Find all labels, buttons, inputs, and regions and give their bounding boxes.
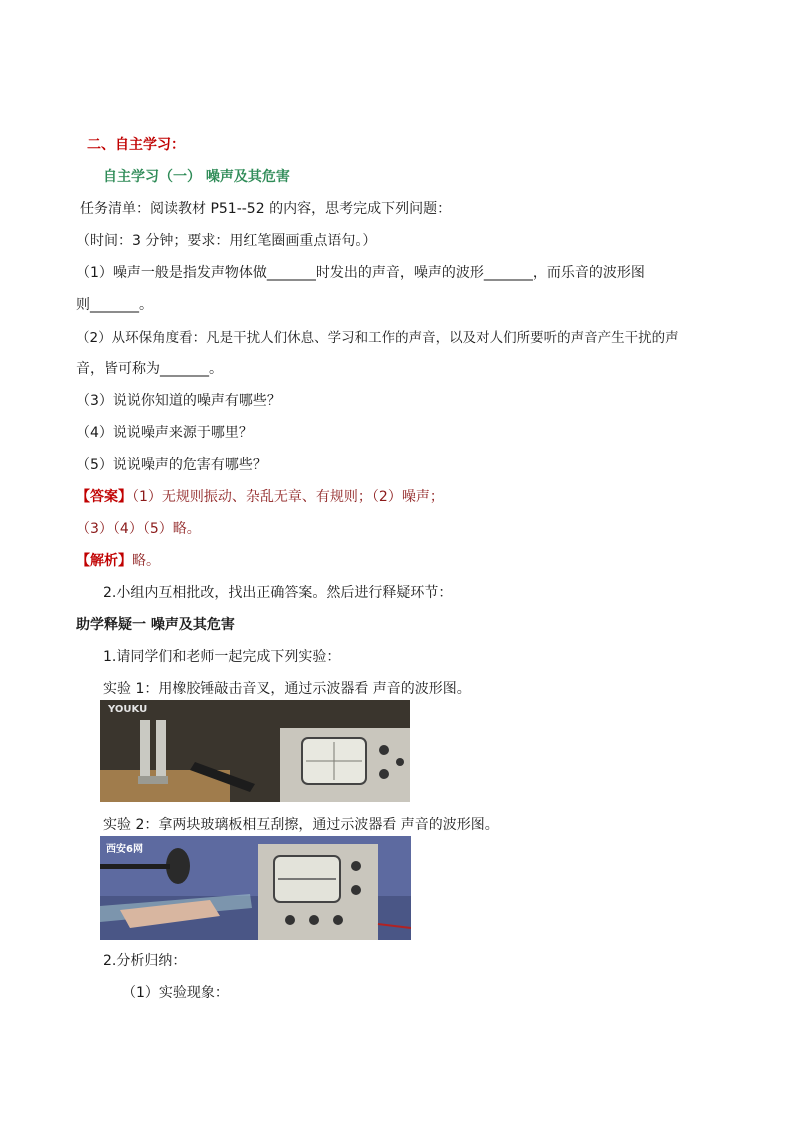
question-2-line-1: （2）从环保角度看：凡是干扰人们休息、学习和工作的声音，以及对人们所要听的声音产生干扰的声 (76, 330, 679, 346)
section-title: 二、自主学习： (87, 137, 185, 153)
experiment-2-text: 实验 2：拿两块玻璃板相互刮擦，通过示波器看 声音的波形图。 (103, 817, 499, 833)
answer-label: 【答案】 (76, 489, 132, 505)
experiment-1-photo (100, 700, 410, 802)
experiment-2-photo (100, 836, 411, 940)
analysis-line (76, 550, 160, 570)
analysis-text: 略。 (132, 553, 160, 569)
question-2-line-2: 音，皆可称为_______。 (76, 361, 223, 377)
youku-watermark: YOUKU (108, 704, 148, 715)
subsection-title: 自主学习（一） 噪声及其危害 (103, 169, 290, 185)
xian6-watermark: 西安6网 (106, 844, 143, 855)
group-step: 2.小组内互相批改，找出正确答案。然后进行释疑环节： (103, 585, 453, 601)
question-1-line-2: 则_______。 (76, 297, 153, 313)
question-1-line-1: （1）噪声一般是指发声物体做_______时发出的声音，噪声的波形_______，而乐音的波形图 (76, 265, 645, 281)
experiment-1-text: 实验 1：用橡胶锤敲击音叉，通过示波器看 声音的波形图。 (103, 681, 471, 697)
answer-text-1: （1）无规则振动、杂乱无章、有规则；（2）噪声； (132, 489, 444, 505)
help-title: 助学释疑一 噪声及其危害 (76, 617, 235, 633)
answer-line-1 (76, 486, 444, 506)
time-note: （时间：3 分钟；要求：用红笔圈画重点语句。） (76, 233, 377, 249)
experiment-intro: 1.请同学们和老师一起完成下列实验： (103, 649, 341, 665)
question-4: （4）说说噪声来源于哪里？ (76, 425, 253, 441)
glass-plate-oscilloscope-image (100, 836, 411, 940)
question-3: （3）说说你知道的噪声有哪些？ (76, 393, 281, 409)
analysis-step: 2.分析归纳： (103, 953, 187, 969)
answer-line-2: （3）（4）（5）略。 (76, 521, 201, 537)
tuning-fork-oscilloscope-image (100, 700, 410, 802)
analysis-label: 【解析】 (76, 553, 132, 569)
experiment-phenomenon: （1）实验现象： (122, 985, 229, 1001)
task-list: 任务清单：阅读教材 P51--52 的内容，思考完成下列问题： (80, 201, 452, 217)
question-5: （5）说说噪声的危害有哪些？ (76, 457, 267, 473)
